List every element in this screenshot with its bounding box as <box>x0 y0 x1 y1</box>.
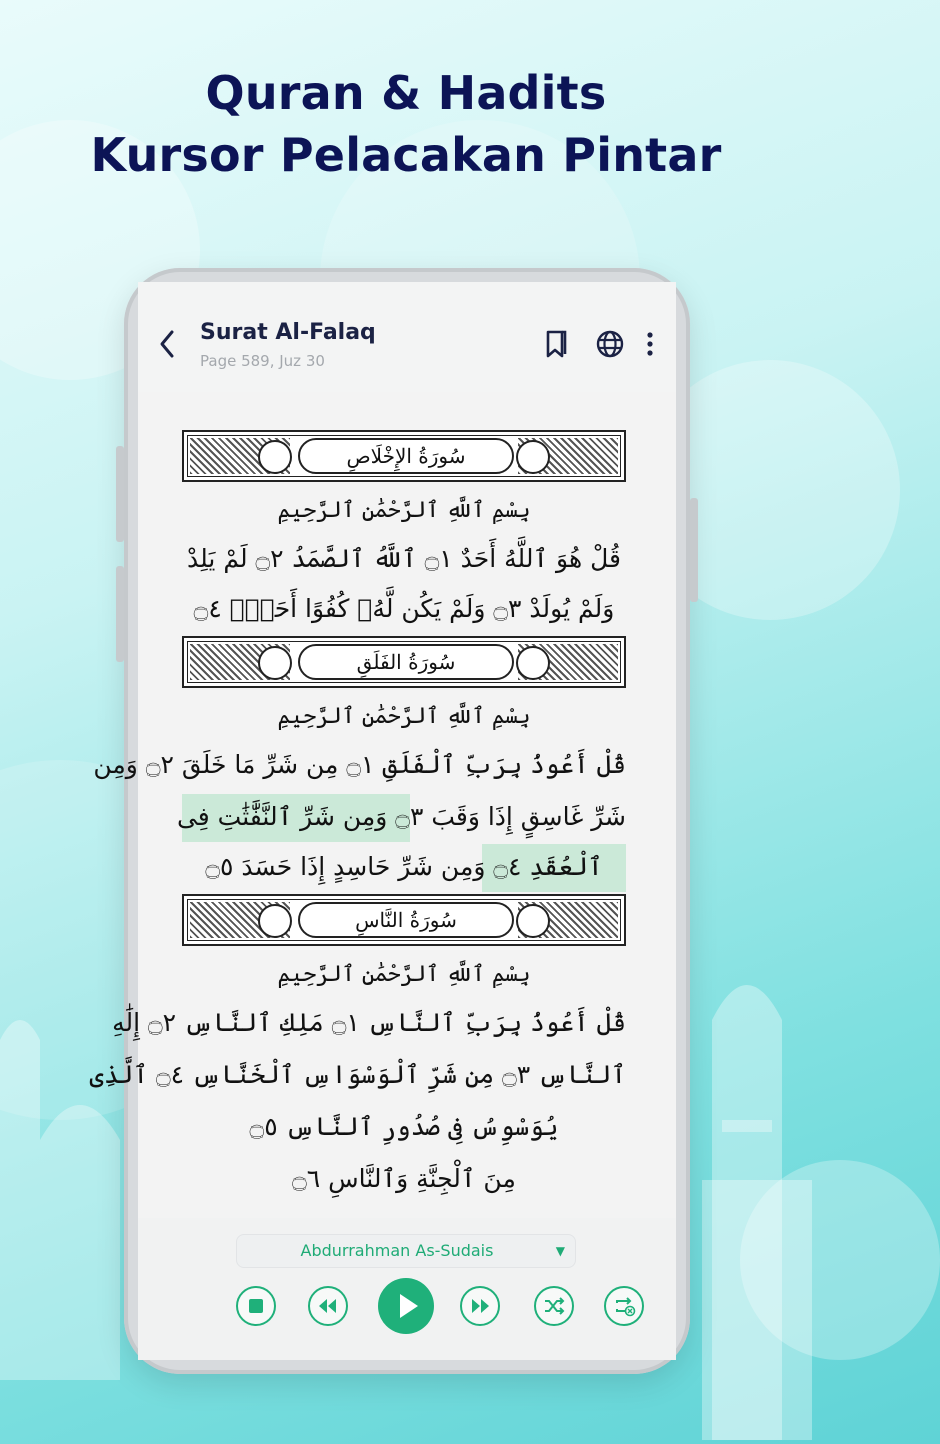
dropdown-caret-icon: ▼ <box>555 1244 565 1258</box>
back-button[interactable] <box>154 326 182 362</box>
page-title: Surat Al-Falaq <box>200 320 376 345</box>
mosque-silhouette-left <box>0 980 120 1380</box>
phone-side-button <box>116 446 124 542</box>
surah-header-frame <box>182 894 626 946</box>
promo-headline <box>0 62 812 186</box>
stop-button[interactable] <box>236 1286 276 1326</box>
quran-line[interactable]: ٱلْعُقَدِ ۝٤ وَمِن شَرِّ حَاسِدٍ إِذَا حَسَدَ ۝٥ <box>205 852 603 881</box>
rewind-button[interactable] <box>308 1286 348 1326</box>
repeat-off-icon <box>606 1288 642 1324</box>
app-bar <box>138 282 676 392</box>
more-vertical-icon <box>638 328 662 360</box>
quran-line[interactable]: قُلْ أَعُوذُ بِرَبِّ ٱلنَّاسِ ۝١ مَلِكِ ٱلنَّاسِ ۝٢ إِلَٰهِ <box>112 1008 626 1037</box>
app-screen <box>89 282 676 1360</box>
back-icon <box>154 326 182 362</box>
page-subtitle: Page 589, Juz 30 <box>200 352 325 370</box>
phone-mockup <box>89 268 690 1374</box>
surah-name: سُورَةُ النَّاسِ <box>298 902 514 938</box>
repeat-button[interactable] <box>604 1286 644 1326</box>
surah-header-frame <box>182 636 626 688</box>
mosque-silhouette-right <box>692 960 812 1440</box>
shuffle-icon <box>536 1288 572 1324</box>
reciter-name: Abdurrahman As-Sudais <box>300 1241 494 1260</box>
more-options-button[interactable] <box>638 328 662 360</box>
surah-header-frame <box>182 430 626 482</box>
quran-line[interactable]: مِنَ ٱلْجِنَّةِ وَٱلنَّاسِ ۝٦ <box>292 1164 516 1193</box>
fast-forward-icon <box>462 1288 498 1324</box>
reciter-dropdown[interactable] <box>236 1234 576 1268</box>
mushaf-page[interactable] <box>89 392 676 1218</box>
bookmark-button[interactable] <box>540 328 572 360</box>
phone-power-button <box>690 498 698 602</box>
quran-line[interactable]: شَرِّ غَاسِقٍ إِذَا وَقَبَ ۝٣ وَمِن شَرِّ ٱلنَّفَّٰثَٰتِ فِى <box>176 802 626 831</box>
basmalah: بِسْمِ ٱللَّهِ ٱلرَّحْمَٰنِ ٱلرَّحِيمِ <box>277 962 531 987</box>
quran-line[interactable]: قُلْ أَعُوذُ بِرَبِّ ٱلْفَلَقِ ۝١ مِن شَرِّ مَا خَلَقَ ۝٢ وَمِن <box>93 750 626 779</box>
stop-icon <box>238 1288 274 1324</box>
quran-line[interactable]: ٱلنَّاسِ ۝٣ مِن شَرِّ ٱلْوَسْوَاسِ ٱلْخَنَّاسِ ۝٤ ٱلَّذِى <box>89 1060 626 1089</box>
play-button[interactable] <box>378 1278 434 1334</box>
shuffle-button[interactable] <box>534 1286 574 1326</box>
play-icon <box>378 1278 434 1334</box>
fast-forward-button[interactable] <box>460 1286 500 1326</box>
surah-name: سُورَةُ الإِخْلَاصِ <box>298 438 514 474</box>
bookmark-icon <box>540 328 572 360</box>
quran-line[interactable]: يُوَسْوِسُ فِى صُدُورِ ٱلنَّاسِ ۝٥ <box>249 1112 559 1141</box>
surah-name: سُورَةُ الفَلَقِ <box>298 644 514 680</box>
phone-side-button <box>116 566 124 662</box>
language-button[interactable] <box>594 328 626 360</box>
basmalah: بِسْمِ ٱللَّهِ ٱلرَّحْمَٰنِ ٱلرَّحِيمِ <box>277 704 531 729</box>
basmalah: بِسْمِ ٱللَّهِ ٱلرَّحْمَٰنِ ٱلرَّحِيمِ <box>277 498 531 523</box>
globe-icon <box>594 328 626 360</box>
headline-line-1: Quran & Hadits <box>205 66 607 120</box>
quran-line[interactable]: قُلْ هُوَ ٱللَّهُ أَحَدٌ ۝١ ٱللَّهُ ٱلصَّمَدُ ۝٢ لَمْ يَلِدْ <box>187 544 621 573</box>
audio-player <box>138 1218 676 1360</box>
quran-line[interactable]: وَلَمْ يُولَدْ ۝٣ وَلَمْ يَكُن لَّهُۥ كُفُوًا أَحَدٌۢ ۝٤ <box>193 594 615 623</box>
rewind-icon <box>310 1288 346 1324</box>
headline-line-2: Kursor Pelacakan Pintar <box>90 128 722 182</box>
